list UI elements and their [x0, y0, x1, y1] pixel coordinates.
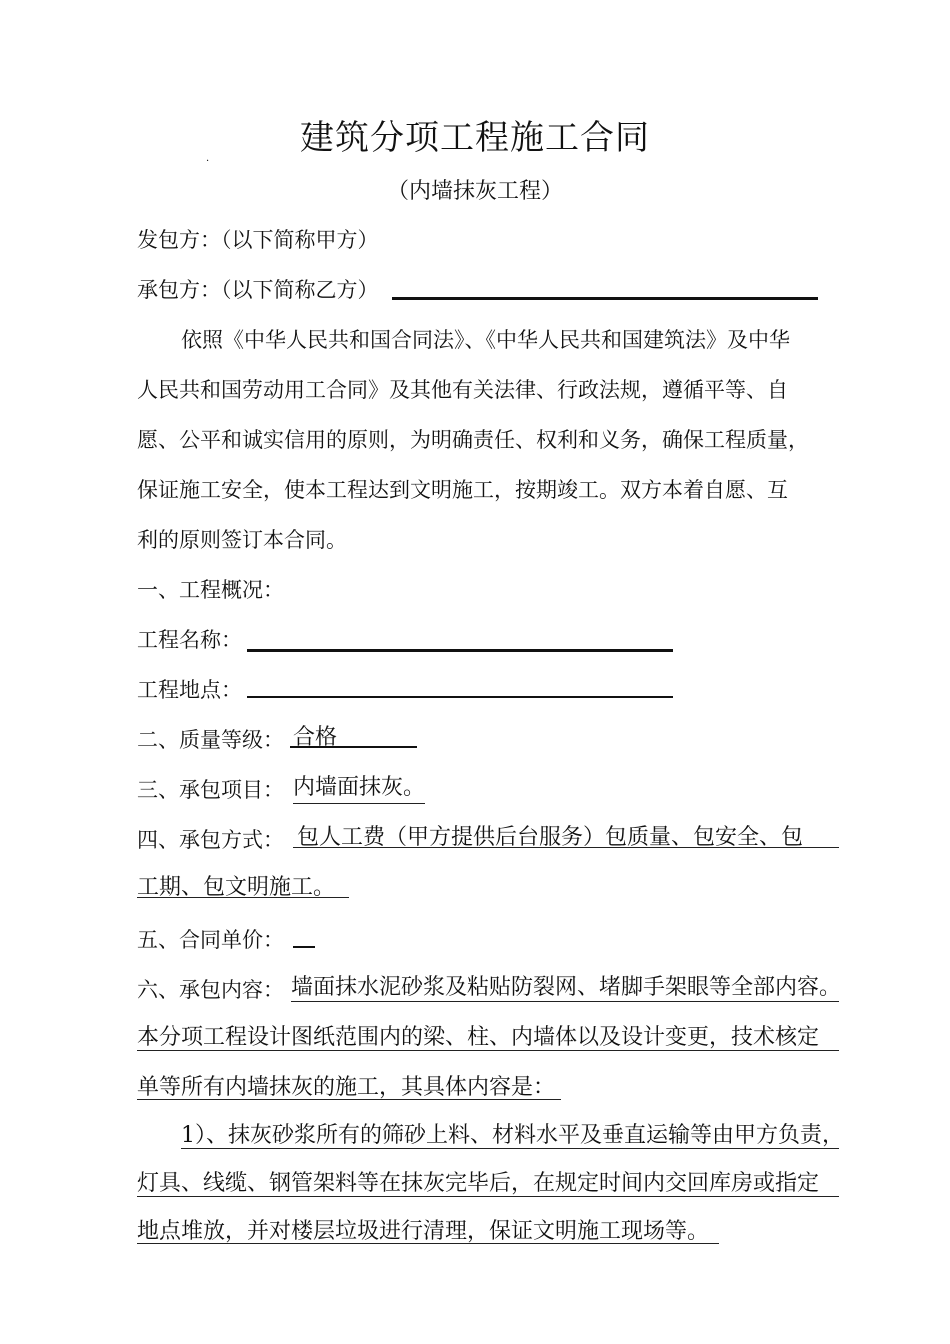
- contract-item-value: 内墙面抹灰。: [293, 770, 425, 804]
- contract-content-underline-1: [291, 1001, 839, 1002]
- contract-content-text: 墙面抹水泥砂浆及粘贴防裂网、堵脚手架眼等全部内容: [291, 975, 820, 1000]
- project-name-blank: [247, 649, 673, 652]
- section-6-label: 六、承包内容：: [137, 978, 284, 1002]
- document-subtitle: （内墙抹灰工程）: [386, 179, 563, 204]
- item-1-line-2: 灯具、线缆、钢管架料等在抹灰完毕后，在规定时间内交回库房或指定: [137, 1171, 820, 1196]
- item-1-line-3: [137, 1214, 709, 1245]
- item-1-underline-1: [181, 1148, 839, 1149]
- quality-grade-value: 合格: [293, 725, 338, 750]
- intro-line-4: 保证施工安全，使本工程达到文明施工，按期竣工。双方本着自愿、互: [137, 478, 788, 502]
- section-3-label: 三、承包项目：: [137, 778, 284, 802]
- party-b-line: 承包方：（以下简称乙方）: [137, 278, 379, 302]
- item-1-underline-2: [137, 1196, 839, 1197]
- contract-content-line-3: 单等所有内墙抹灰的施工，其具体内容是：: [137, 1075, 556, 1100]
- contract-method-value-line-2: 工期、包文明施工。: [137, 875, 336, 900]
- party-b-blank: [392, 297, 818, 300]
- party-a-line: 发包方：（以下简称甲方）: [137, 228, 379, 252]
- contract-method-value-line-1: 包人工费（甲方提供后台服务）包质量、包安全、包: [297, 825, 804, 850]
- section-4-label: 四、承包方式：: [137, 828, 284, 852]
- section-1-heading: 一、工程概况：: [137, 578, 284, 602]
- item-1-line-1: 1）、抹灰砂浆所有的筛砂上料、材料水平及垂直运输等由甲方负责，: [181, 1123, 844, 1148]
- intro-line-2: 人民共和国劳动用工合同》及其他有关法律、行政法规，遵循平等、自: [137, 378, 788, 402]
- quality-grade-underline: [290, 746, 417, 748]
- section-5-label: 五、合同单价：: [137, 928, 284, 952]
- item-1-underline-3: [137, 1243, 719, 1244]
- intro-line-1: 依照《中华人民共和国合同法》、《中华人民共和国建筑法》及中华: [181, 328, 790, 352]
- contract-content-line-1: [291, 970, 841, 1001]
- contract-content-underline-2: [137, 1050, 839, 1051]
- section-2-label: 二、质量等级：: [137, 728, 284, 752]
- intro-line-3: 愿、公平和诚实信用的原则，为明确责任、权利和义务，确保工程质量，: [137, 428, 809, 452]
- item-1-line-3-text: 地点堆放，并对楼层垃圾进行清理，保证文明施工现场等: [137, 1219, 688, 1244]
- contract-content-period: 。: [819, 975, 842, 1000]
- project-location-label: 工程地点：: [137, 678, 242, 702]
- project-name-label: 工程名称：: [137, 628, 242, 652]
- contract-method-underline-2: [137, 897, 349, 898]
- document-title: 建筑分项工程施工合同: [300, 118, 650, 158]
- project-location-blank: [247, 696, 673, 698]
- stray-dot: ·: [206, 156, 210, 167]
- contract-content-line-2: 本分项工程设计图纸范围内的梁、柱、内墙体以及设计变更，技术核定: [137, 1025, 820, 1050]
- contract-content-underline-3: [137, 1099, 561, 1100]
- intro-line-5: 利的原则签订本合同。: [137, 528, 347, 552]
- contract-method-underline-1: [293, 847, 839, 848]
- item-1-period: 。: [687, 1219, 710, 1244]
- unit-price-blank: [293, 946, 315, 948]
